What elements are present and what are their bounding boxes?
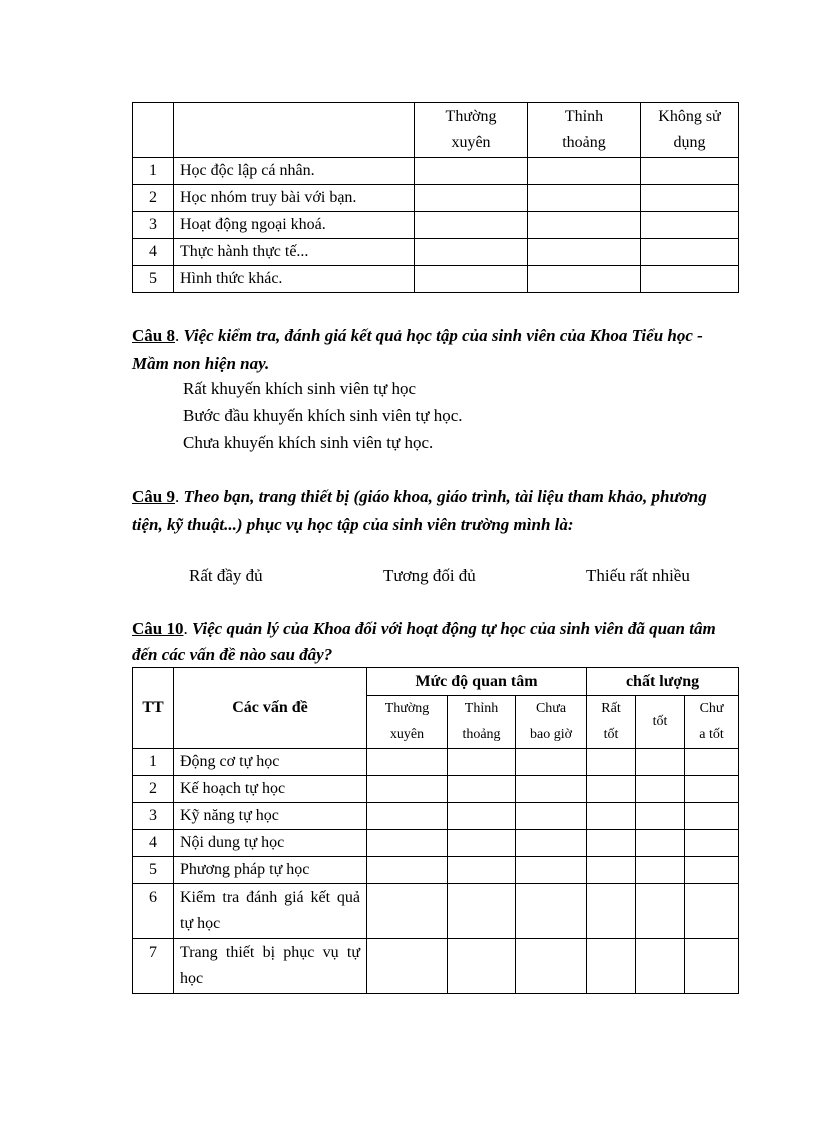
answer-cell[interactable] [448,884,516,939]
answer-cell[interactable] [448,776,516,803]
answer-cell[interactable] [587,749,636,776]
question-text: Việc quản lý của Khoa đối với hoạt động tự học của sinh viên đã quan tâm đến các vấn đề nào sau đây? [132,619,716,664]
table-header-row [133,103,739,158]
answer-cell[interactable] [641,158,739,185]
row-text: Nội dung tự học [174,830,367,857]
row-number: 2 [133,185,174,212]
answer-cell[interactable] [685,803,739,830]
answer-cell[interactable] [367,884,448,939]
subheader-not-good: Chư a tốt [685,696,739,749]
answer-cell[interactable] [415,212,528,239]
study-forms-table [132,102,739,293]
subheader-never: Chưa bao giờ [516,696,587,749]
answer-cell[interactable] [636,776,685,803]
answer-cell[interactable] [587,857,636,884]
table-row [133,158,739,185]
row-number: 5 [133,857,174,884]
row-text: Kiểm tra đánh giá kết quả tự học [174,884,367,939]
answer-cell[interactable] [516,749,587,776]
answer-cell[interactable] [448,803,516,830]
row-text: Hình thức khác. [174,266,415,293]
q9-option[interactable]: Tương đối đủ [383,566,476,585]
answer-cell[interactable] [516,884,587,939]
question-number: Câu 10 [132,619,184,638]
q8-option[interactable]: Chưa khuyến khích sinh viên tự học. [183,433,434,452]
table-row [133,884,739,939]
question-text: Việc kiểm tra, đánh giá kết quả học tập của sinh viên của Khoa Tiểu học - Mầm non hiện nay. [132,326,703,373]
header-cell [133,103,174,158]
answer-cell[interactable] [685,884,739,939]
row-text: Phương pháp tự học [174,857,367,884]
answer-cell[interactable] [587,776,636,803]
answer-cell[interactable] [641,185,739,212]
answer-cell[interactable] [641,266,739,293]
header-quality: chất lượng [587,668,739,696]
answer-cell[interactable] [528,158,641,185]
row-number: 6 [133,884,174,939]
answer-cell[interactable] [528,266,641,293]
row-number: 1 [133,158,174,185]
question-9: Câu 9. Theo bạn, trang thiết bị (giáo khoa, giáo trình, tài liệu tham khảo, phương tiện, kỹ thuật...) phục vụ học tập của sinh viên trường mình là: [132,487,707,534]
row-number: 3 [133,212,174,239]
row-number: 4 [133,239,174,266]
header-tt: TT [133,668,174,749]
header-issue: Các vấn đề [174,668,367,749]
row-text: Học nhóm truy bài với bạn. [174,185,415,212]
q8-option[interactable]: Rất khuyến khích sinh viên tự học [183,379,417,398]
table-row [133,266,739,293]
subheader-frequent: Thường xuyên [367,696,448,749]
q8-option[interactable]: Bước đầu khuyến khích sinh viên tự học. [183,406,463,425]
answer-cell[interactable] [415,239,528,266]
header-cell-sometimes: Thỉnh thoảng [528,103,641,158]
table-row [133,830,739,857]
answer-cell[interactable] [448,857,516,884]
answer-cell[interactable] [636,939,685,994]
answer-cell[interactable] [415,266,528,293]
answer-cell[interactable] [516,857,587,884]
q9-option[interactable]: Rất đầy đủ [189,566,263,585]
answer-cell[interactable] [516,776,587,803]
table-row [133,776,739,803]
answer-cell[interactable] [448,830,516,857]
q9-option[interactable]: Thiếu rất nhiều [586,566,690,585]
answer-cell[interactable] [516,939,587,994]
answer-cell[interactable] [636,830,685,857]
answer-cell[interactable] [367,857,448,884]
row-number: 3 [133,803,174,830]
row-text: Trang thiết bị phục vụ tự học [174,939,367,994]
table-row [133,185,739,212]
row-number: 1 [133,749,174,776]
table-row [133,857,739,884]
answer-cell[interactable] [367,803,448,830]
answer-cell[interactable] [636,749,685,776]
row-text: Kỹ năng tự học [174,803,367,830]
answer-cell[interactable] [528,239,641,266]
row-text: Động cơ tự học [174,749,367,776]
answer-cell[interactable] [415,185,528,212]
answer-cell[interactable] [516,830,587,857]
row-number: 5 [133,266,174,293]
table-row [133,239,739,266]
answer-cell[interactable] [528,212,641,239]
table-row [133,803,739,830]
answer-cell[interactable] [448,749,516,776]
row-text: Kế hoạch tự học [174,776,367,803]
row-number: 7 [133,939,174,994]
answer-cell[interactable] [641,212,739,239]
row-text: Thực hành thực tế... [174,239,415,266]
row-number: 4 [133,830,174,857]
answer-cell[interactable] [685,749,739,776]
subheader-good: tốt [636,696,685,749]
answer-cell[interactable] [448,939,516,994]
table-row [133,939,739,994]
answer-cell[interactable] [685,776,739,803]
answer-cell[interactable] [685,939,739,994]
header-cell-frequent: Thường xuyên [415,103,528,158]
header-cell-never: Không sử dụng [641,103,739,158]
answer-cell[interactable] [587,939,636,994]
table-header-row [133,668,739,696]
question-text: Theo bạn, trang thiết bị (giáo khoa, giáo trình, tài liệu tham khảo, phương tiện, kỹ thuật...) phục vụ học tập của sinh viên trường mình là: [132,487,707,534]
answer-cell[interactable] [636,857,685,884]
answer-cell[interactable] [641,239,739,266]
question-number: Câu 8 [132,326,175,345]
question-10: Câu 10. Việc quản lý của Khoa đối với hoạt động tự học của sinh viên đã quan tâm đến các vấn đề nào sau đây? [132,619,716,664]
table-row [133,212,739,239]
answer-cell[interactable] [587,830,636,857]
answer-cell[interactable] [636,884,685,939]
question-number: Câu 9 [132,487,175,506]
answer-cell[interactable] [528,185,641,212]
question-8: Câu 8. Việc kiểm tra, đánh giá kết quả học tập của sinh viên của Khoa Tiểu học - Mầm non hiện nay. [132,326,703,373]
row-text: Học độc lập cá nhân. [174,158,415,185]
row-text: Hoạt động ngoại khoá. [174,212,415,239]
answer-cell[interactable] [367,749,448,776]
answer-cell[interactable] [516,803,587,830]
management-issues-table [132,667,739,994]
header-cell [174,103,415,158]
answer-cell[interactable] [415,158,528,185]
answer-cell[interactable] [367,830,448,857]
answer-cell[interactable] [587,803,636,830]
answer-cell[interactable] [367,939,448,994]
answer-cell[interactable] [685,830,739,857]
subheader-sometimes: Thỉnh thoảng [448,696,516,749]
subheader-very-good: Rất tốt [587,696,636,749]
table-row [133,749,739,776]
answer-cell[interactable] [367,776,448,803]
answer-cell[interactable] [587,884,636,939]
row-number: 2 [133,776,174,803]
answer-cell[interactable] [636,803,685,830]
header-concern-level: Mức độ quan tâm [367,668,587,696]
answer-cell[interactable] [685,857,739,884]
